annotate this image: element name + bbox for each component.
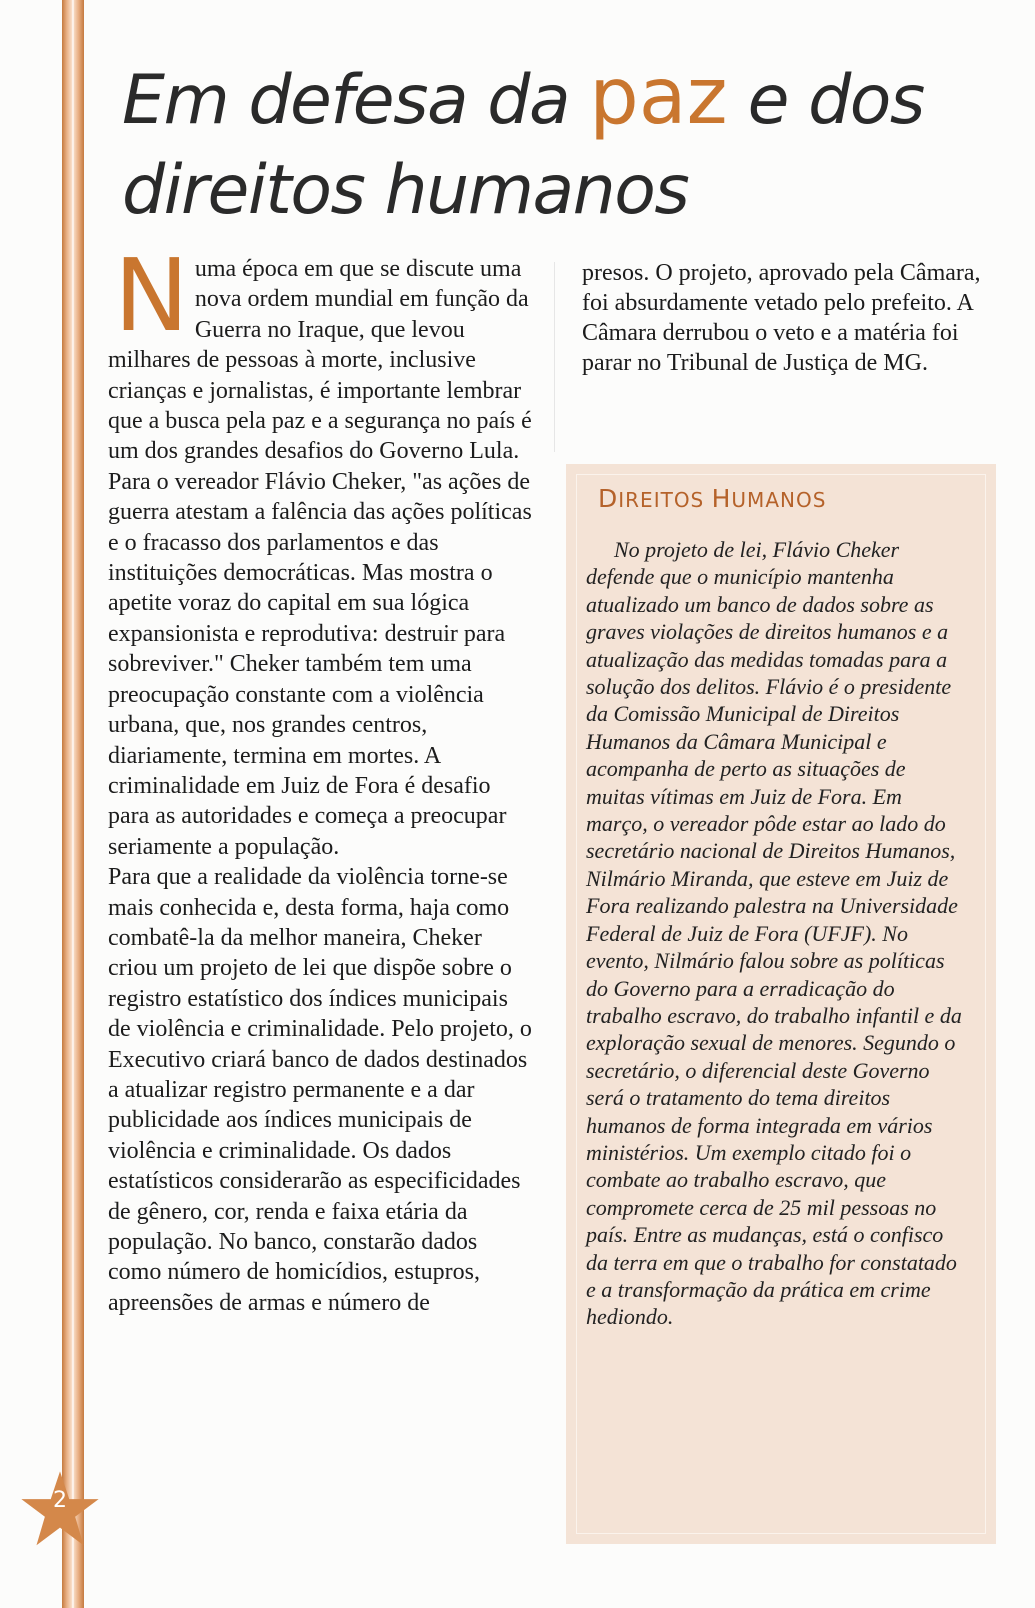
article-paragraph-1: uma época em que se discute uma nova ordem mundial em função da Guerra no Iraque, que levou milhares de pessoas à morte, inclusive crianças e jornalistas, é importante lembrar que a busca pela paz e a segurança no país é um dos grandes desafios do Governo Lula. Para o vereador Flávio Cheker, "as ações de guerra atestam a falência das ações políticas e o fracasso dos parlamentos e das instituições democráticas. Mas mostra o apetite voraz do capital em sua lógica expansionista e reprodutiva: destruir para sobreviver." Cheker também tem uma preocupação constante com a violência urbana, que, nos grandes centros, diariamente, termina em mortes. A criminalidade em Juiz de Fora é desafio para as autoridades e começa a preocupar seriamente a população. [108,256,532,860]
article-left-column [108,237,532,1318]
title-accent-word: paz [589,52,728,142]
decorative-vertical-rule [62,0,84,1608]
article-paragraph-3: presos. O projeto, aprovado pela Câmara, foi absurdamente vetado pelo prefeito. A Câmara derrubou o veto e a matéria foi parar no Tribunal de Justiça de MG. [582,260,981,376]
sidebar-box [566,464,996,1544]
sidebar-heading-initial-1: D [598,484,619,513]
column-divider [554,262,555,452]
sidebar-body-text: No projeto de lei, Flávio Cheker defende que o município mantenha atualizado um banco de dados sobre as graves violações de direitos humanos e a atualização das medidas tomadas para a solução dos delitos. Flávio é o presidente da Comissão Municipal de Direitos Humanos da Câmara Municipal e acompanha de perto as situações de muitas vítimas em Juiz de Fora. Em março, o vereador pôde estar ao lado do secretário nacional de Direitos Humanos, Nilmário Miranda, que esteve em Juiz de Fora realizando palestra na Universidade Federal de Juiz de Fora (UFJF). No evento, Nilmário falou sobre as políticas do Governo para a erradicação do trabalho escravo, do trabalho infantil e da exploração sexual de menores. Segundo o secretário, o diferencial deste Governo será o tratamento do tema direitos humanos de forma integrada em vários ministérios. Um exemplo citado foi o combate ao trabalho escravo, que compromete cerca de 25 mil pessoas no país. Entre as mudanças, está o confisco da terra em que o trabalho for constatado e a transformação da prática em crime hediondo. [586,537,962,1330]
sidebar-heading-initial-2: H [711,484,732,513]
title-part2: e dos [747,61,924,140]
page-title [122,52,1002,236]
article-paragraph-2: Para que a realidade da violência torne-se mais conhecida e, desta forma, haja como combatê-la da melhor maneira, Cheker criou um projeto de lei que dispõe sobre o registro estatístico dos índices municipais de violência e criminalidade. Pelo projeto, o Executivo criará banco de dados destinados a atualizar registro permanente e a dar publicidade aos índices municipais de violência e criminalidade. Os dados estatísticos considerarão as especificidades de gênero, cor, renda e faixa etária da população. No banco, constarão dados como número de homicídios, estupros, apreensões de armas e número de [108,864,532,1316]
sidebar-heading-word-2: UMANOS [731,488,827,512]
sidebar-heading [598,484,826,513]
title-part1: Em defesa da [122,61,570,140]
drop-cap: N [114,237,189,354]
title-line2: direitos humanos [122,151,689,230]
page-number: 2 [53,1488,67,1513]
sidebar-heading-word-1: IREITOS [618,488,712,512]
